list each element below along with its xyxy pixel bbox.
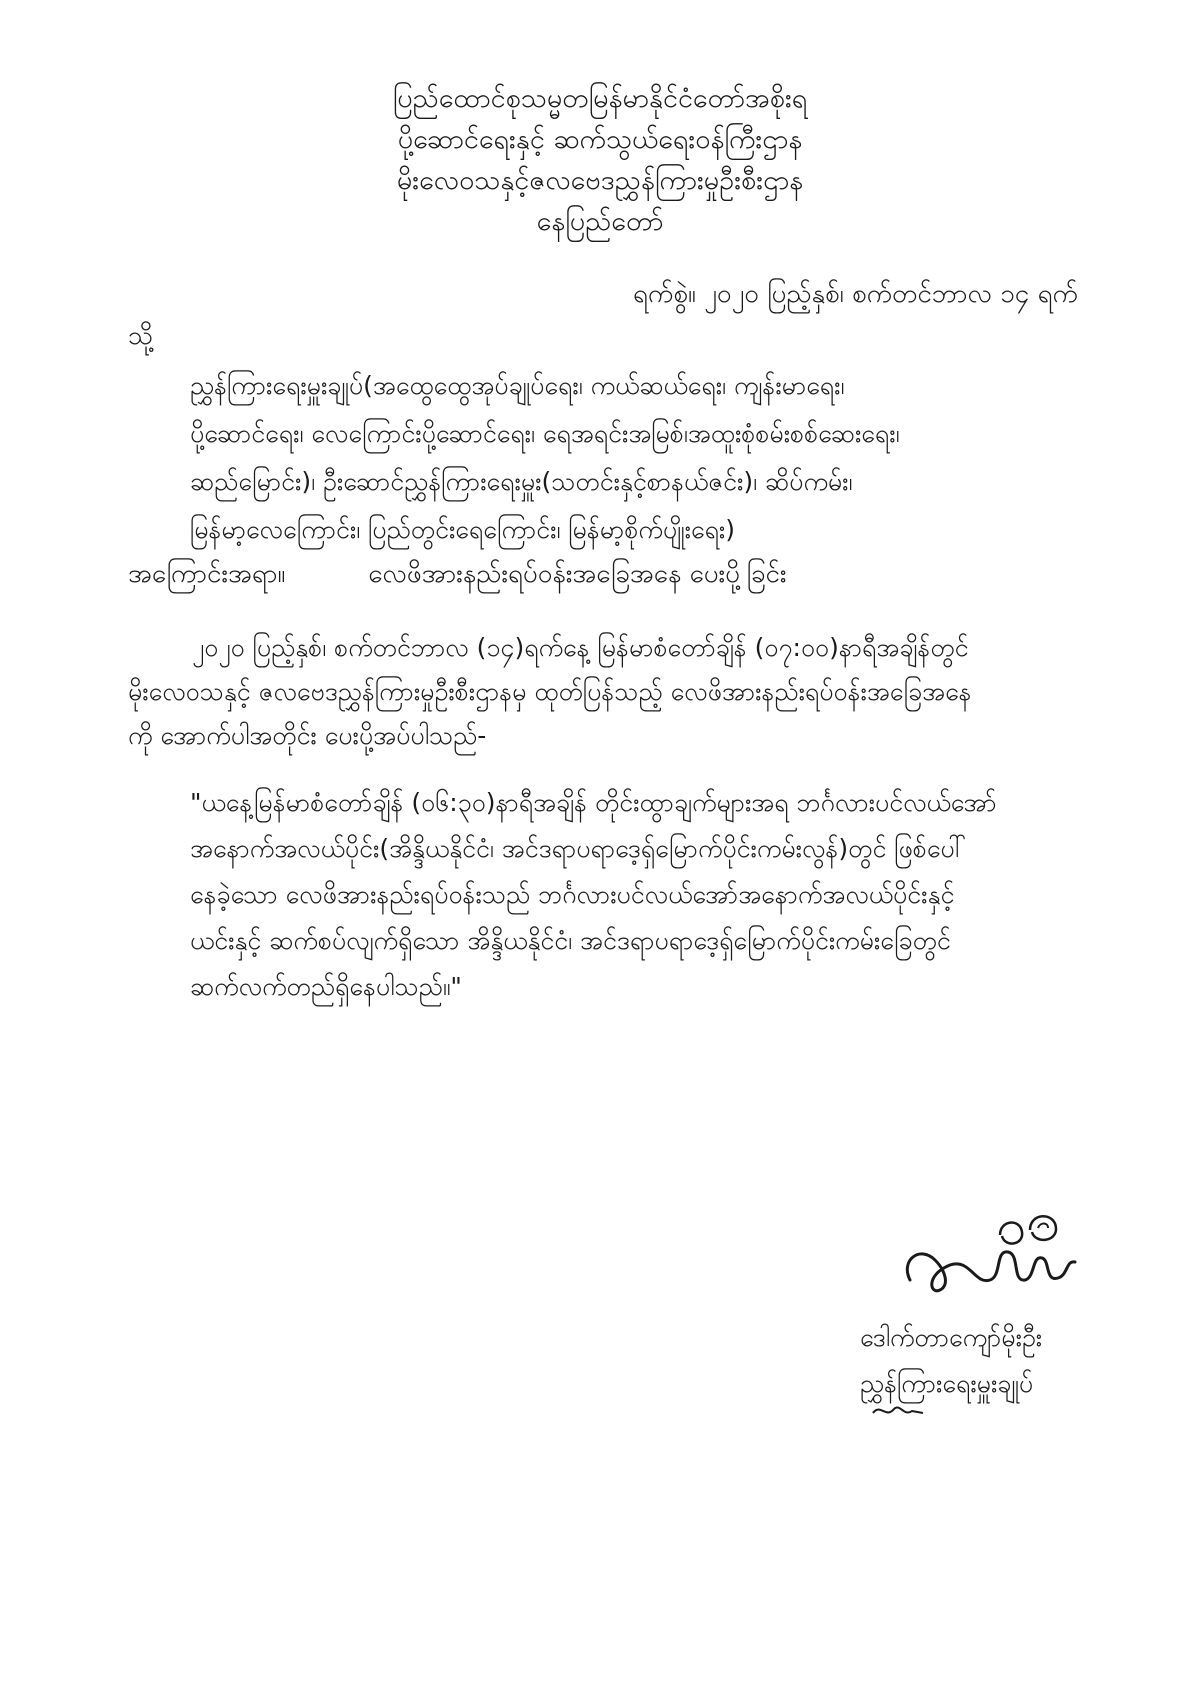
signatory-name: ဒေါက်တာကျော်မိုးဦး	[860, 1323, 1043, 1352]
letterhead-city: နေပြည်တော်	[536, 206, 664, 237]
letterhead	[0, 78, 1200, 242]
letterhead-department: မိုးလေဝသနှင့်ဇလဗေဒညွှန်ကြားမှုဦးစီးဌာန	[396, 165, 804, 196]
recipient-line: ညွှန်ကြားရေးမှူးချုပ်(အထွေထွေအုပ်ချုပ်ရေး၊ ကယ်ဆယ်ရေး၊ ကျန်းမာရေး၊	[190, 371, 845, 400]
handwritten-initial	[868, 1395, 928, 1425]
body-line: မိုးလေဝသနှင့် ဇလဗေဒညွှန်ကြားမှုဦးစီးဌာနမှ ထုတ်ပြန်သည့် လေဖိအားနည်းရပ်ဝန်းအခြေအနေ	[128, 677, 972, 706]
body-paragraph	[128, 626, 1128, 758]
body-line: ၂၀၂၀ ပြည့်နှစ်၊ စက်တင်ဘာလ (၁၄)ရက်နေ့ မြန်မာစံတော်ချိန် (၀၇:၀၀)နာရီအချိန်တွင်	[192, 633, 969, 662]
recipient-line: ဆည်မြောင်း)၊ ဦးဆောင်ညွှန်ကြားရေးမှူး(သတင်းနှင့်စာနယ်ဇင်း)၊ ဆိပ်ကမ်း၊	[190, 467, 853, 496]
subject-text: လေဖိအားနည်းရပ်ဝန်းအခြေအနေ ပေးပို့ခြင်း	[368, 559, 787, 589]
recipient-line: မြန်မာ့လေကြောင်း၊ ပြည်တွင်းရေကြောင်း၊ မြန်မာ့စိုက်ပျိုးရေး)	[190, 515, 736, 544]
subject-line	[128, 556, 1088, 595]
quote-line: ယင်းနှင့် ဆက်စပ်လျက်ရှိသော အိန္ဒိယနိုင်ငံ၊ အင်ဒရာပရာဒေ့ရှ်မြောက်ပိုင်းကမ်းခြေတွင်	[190, 926, 951, 955]
quoted-bulletin	[190, 780, 1150, 1010]
signatory-block	[860, 1315, 1150, 1407]
quote-line: "ယနေ့မြန်မာစံတော်ချိန် (၀၆:၃၀)နာရီအချိန် တိုင်းထွာချက်များအရ ဘင်္ဂလားပင်လယ်အော်	[190, 788, 997, 817]
letter-date: ရက်စွဲ။ ၂၀၂၀ ပြည့်နှစ်၊ စက်တင်ဘာလ ၁၄ ရက်	[632, 279, 1078, 309]
letterhead-government: ပြည်ထောင်စုသမ္မတမြန်မာနိုင်ငံတော်အစိုးရ	[392, 83, 808, 114]
recipients-block	[190, 362, 1150, 554]
recipient-line: ပို့ဆောင်ရေး၊ လေကြောင်းပို့ဆောင်ရေး၊ ရေအရင်းအမြစ်၊အထူးစုံစမ်းစစ်ဆေးရေး၊	[190, 419, 900, 448]
handwritten-signature	[890, 1190, 1090, 1310]
to-label: သို့	[128, 321, 154, 351]
signatory-title: ညွှန်ကြားရေးမှူးချုပ်	[860, 1369, 1034, 1398]
quote-line: ဆက်လက်တည်ရှိနေပါသည်။"	[190, 972, 462, 1001]
subject-label: အကြောင်းအရာ။	[128, 559, 286, 589]
letterhead-ministry: ပို့ဆောင်ရေးနှင့် ဆက်သွယ်ရေးဝန်ကြီးဌာန	[397, 124, 803, 155]
quote-line: နေခဲ့သော လေဖိအားနည်းရပ်ဝန်းသည် ဘင်္ဂလားပင်လယ်အော်အနောက်အလယ်ပိုင်းနှင့်	[190, 880, 955, 909]
body-line: ကို အောက်ပါအတိုင်း ပေးပို့အပ်ပါသည်-	[128, 721, 487, 750]
quote-line: အနောက်အလယ်ပိုင်း(အိန္ဒိယနိုင်ငံ၊ အင်ဒရာပရာဒေ့ရှ်မြောက်ပိုင်းကမ်းလွန်)တွင် ဖြစ်ပေါ်	[190, 834, 966, 863]
